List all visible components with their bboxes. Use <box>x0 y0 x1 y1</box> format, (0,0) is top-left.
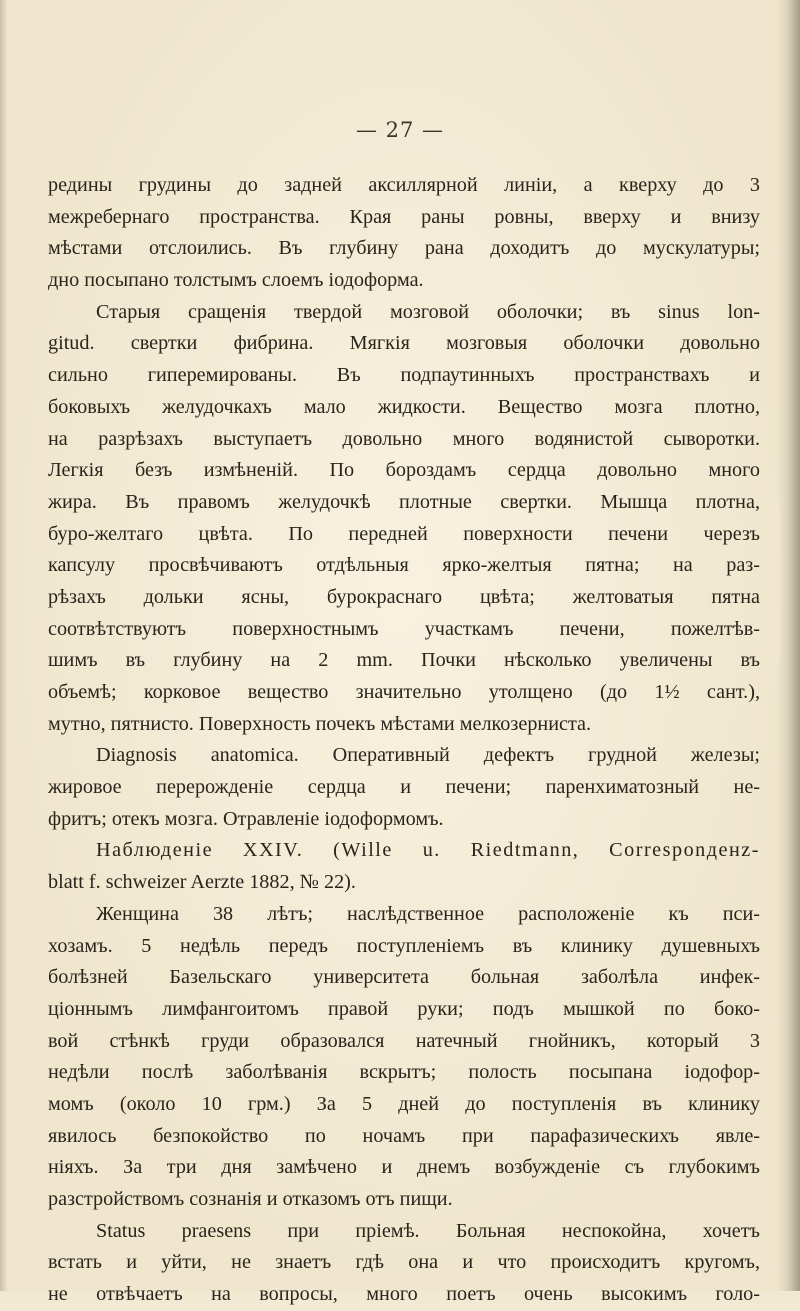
text-line: объемѣ; корковое вещество значительно утолщено (до 1½ сант.), <box>48 681 760 703</box>
text-line: недѣли послѣ заболѣванія вскрытъ; полость посыпана іодофор- <box>48 1061 760 1084</box>
text-line: ніяхъ. За три дня замѣчено и днемъ возбужденіе съ глубокимъ <box>48 1156 760 1179</box>
text-line: хозамъ. 5 недѣль передъ поступленіемъ въ клинику душевныхъ <box>48 934 760 957</box>
text-line: мутно, пятнисто. Поверхность почекъ мѣстами мелкозерниста. <box>48 712 592 735</box>
text-line: капсулу просвѣчиваютъ отдѣльныя ярко-желтыя пятна; на раз- <box>48 554 760 577</box>
text-line: blatt f. schweizer Aerzte 1882, № 22). <box>48 871 356 894</box>
page-binding-shadow <box>778 0 800 1291</box>
body-text <box>48 170 760 1311</box>
text-line: ціоннымъ лимфангоитомъ правой руки; подъ мышкой по боко- <box>48 997 760 1020</box>
text-line: боковыхъ желудочкахъ мало жидкости. Вещество мозга плотно, <box>48 395 760 418</box>
text-line: явилось безпокойство по ночамъ при парафазическихъ явле- <box>48 1124 760 1147</box>
page-number: — 27 — <box>355 118 445 142</box>
text-line: буро-желтаго цвѣта. По передней поверхности печени черезъ <box>48 522 760 545</box>
text-line: фритъ; отекъ мозга. Отравленіе іодоформомъ. <box>48 807 444 830</box>
text-line: шимъ въ глубину на 2 mm. Почки нѣсколько увеличены въ <box>48 649 760 672</box>
text-line: межребернаго пространства. Края раны ровны, вверху и внизу <box>48 205 760 228</box>
text-line: дно посыпано толстымъ слоемъ іодоформа. <box>48 269 424 292</box>
text-line: встать и уйти, не знаетъ гдѣ она и что происходитъ кругомъ, <box>48 1251 760 1274</box>
text-line: болѣзней Базельскаго университета больная заболѣла инфек- <box>48 966 760 989</box>
text-line: на разрѣзахъ выступаетъ довольно много водянистой сыворотки. <box>48 427 760 450</box>
page-left-edge <box>0 0 8 1291</box>
text-line: мѣстами отслоились. Въ глубину рана доходитъ до мускулатуры; <box>48 237 760 260</box>
text-line: редины грудины до задней аксиллярной линіи, а кверху до 3 <box>48 174 760 196</box>
text-line: Женщина 38 лѣтъ; наслѣдственное расположеніе къ пси- <box>96 902 760 925</box>
text-line: момъ (около 10 грм.) За 5 дней до поступленія въ клинику <box>48 1092 760 1115</box>
text-line: gitud. свертки фибрина. Мягкія мозговыя оболочки довольно <box>48 332 760 355</box>
text-line: жира. Въ правомъ желудочкѣ плотные свертки. Мышца плотна, <box>48 490 760 513</box>
text-line: разстройствомъ сознанія и отказомъ отъ пищи. <box>48 1188 453 1210</box>
text-line: вой стѣнкѣ груди образовался натечный гнойникъ, который 3 <box>48 1029 760 1052</box>
text-line: сильно гиперемированы. Въ подпаутинныхъ пространствахъ и <box>48 364 760 387</box>
text-line: Старыя сращенія твердой мозговой оболочки; въ sinus lon- <box>96 300 760 323</box>
text-line: Diagnosis anatomica. Оперативный дефектъ грудной железы; <box>96 744 760 767</box>
text-line: не отвѣчаетъ на вопросы, много поетъ очень высокимъ голо- <box>48 1283 760 1306</box>
text-line: соотвѣтствуютъ поверхностнымъ участкамъ печени, пожелтѣв- <box>48 617 760 640</box>
text-line: Status praesens при пріемѣ. Больная неспокойна, хочетъ <box>96 1219 760 1242</box>
text-line: Наблюденіе XXIV. (Wille u. Riedtmann, Corresponденz- <box>96 839 760 862</box>
text-line: Легкія безъ измѣненій. По бороздамъ сердца довольно много <box>48 459 760 482</box>
text-line: жировое перерожденіе сердца и печени; паренхиматозный не- <box>48 776 760 799</box>
text-line: рѣзахъ дольки ясны, бурокраснаго цвѣта; желтоватыя пятна <box>48 585 760 608</box>
